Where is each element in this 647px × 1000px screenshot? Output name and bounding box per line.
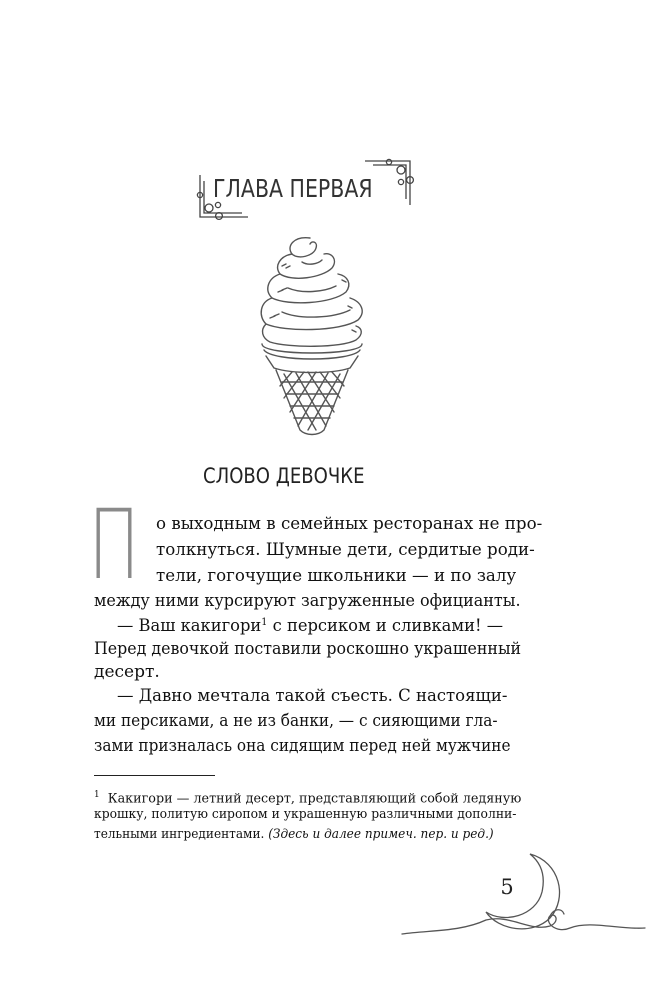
footnote-number: 1 <box>94 790 100 800</box>
text-line: Перед девочкой поставили роскошно украшенный <box>94 639 522 659</box>
ice-cream-cone-icon <box>252 232 372 442</box>
text-line: между ними курсируют загруженные официанты. <box>94 591 521 611</box>
chapter-title: ГЛАВА ПЕРВАЯ <box>213 174 373 203</box>
text-line: тели, гогочущие школьники — и по залу <box>156 566 517 586</box>
footnote-line: крошку, политую сиропом и украшенную различными дополни- <box>94 807 517 822</box>
crescent-moon-icon <box>400 848 647 1000</box>
footnote-editorial-note: (Здесь и далее примеч. пер. и ред.) <box>268 827 494 842</box>
drop-cap: П <box>88 489 140 601</box>
text-fragment: — Ваш какигори <box>117 616 262 636</box>
text-line: толкнуться. Шумные дети, сердитые роди- <box>156 540 535 560</box>
text-line: — Давно мечтала такой съесть. С настоящи- <box>117 686 508 706</box>
section-title: СЛОВО ДЕВОЧКЕ <box>203 464 365 488</box>
text-line <box>117 611 503 638</box>
text-fragment: с персиком и сливками! — <box>272 616 504 636</box>
text-line: о выходным в семейных ресторанах не про- <box>156 514 543 534</box>
text-line: ми персиками, а не из банки, — с сияющими гла- <box>94 711 498 731</box>
page-number: 5 <box>500 875 514 899</box>
text-line: зами призналась она сидящим перед ней мужчине <box>94 736 511 756</box>
footnote-text: тельными ингредиентами. <box>94 827 265 842</box>
footnote-line <box>94 825 494 845</box>
text-line: десерт. <box>94 662 160 682</box>
footnote-marker: 1 <box>261 617 268 628</box>
footnote-text: Какигори — летний десерт, представляющий собой ледяную <box>107 791 522 807</box>
footnote-divider <box>94 775 215 776</box>
